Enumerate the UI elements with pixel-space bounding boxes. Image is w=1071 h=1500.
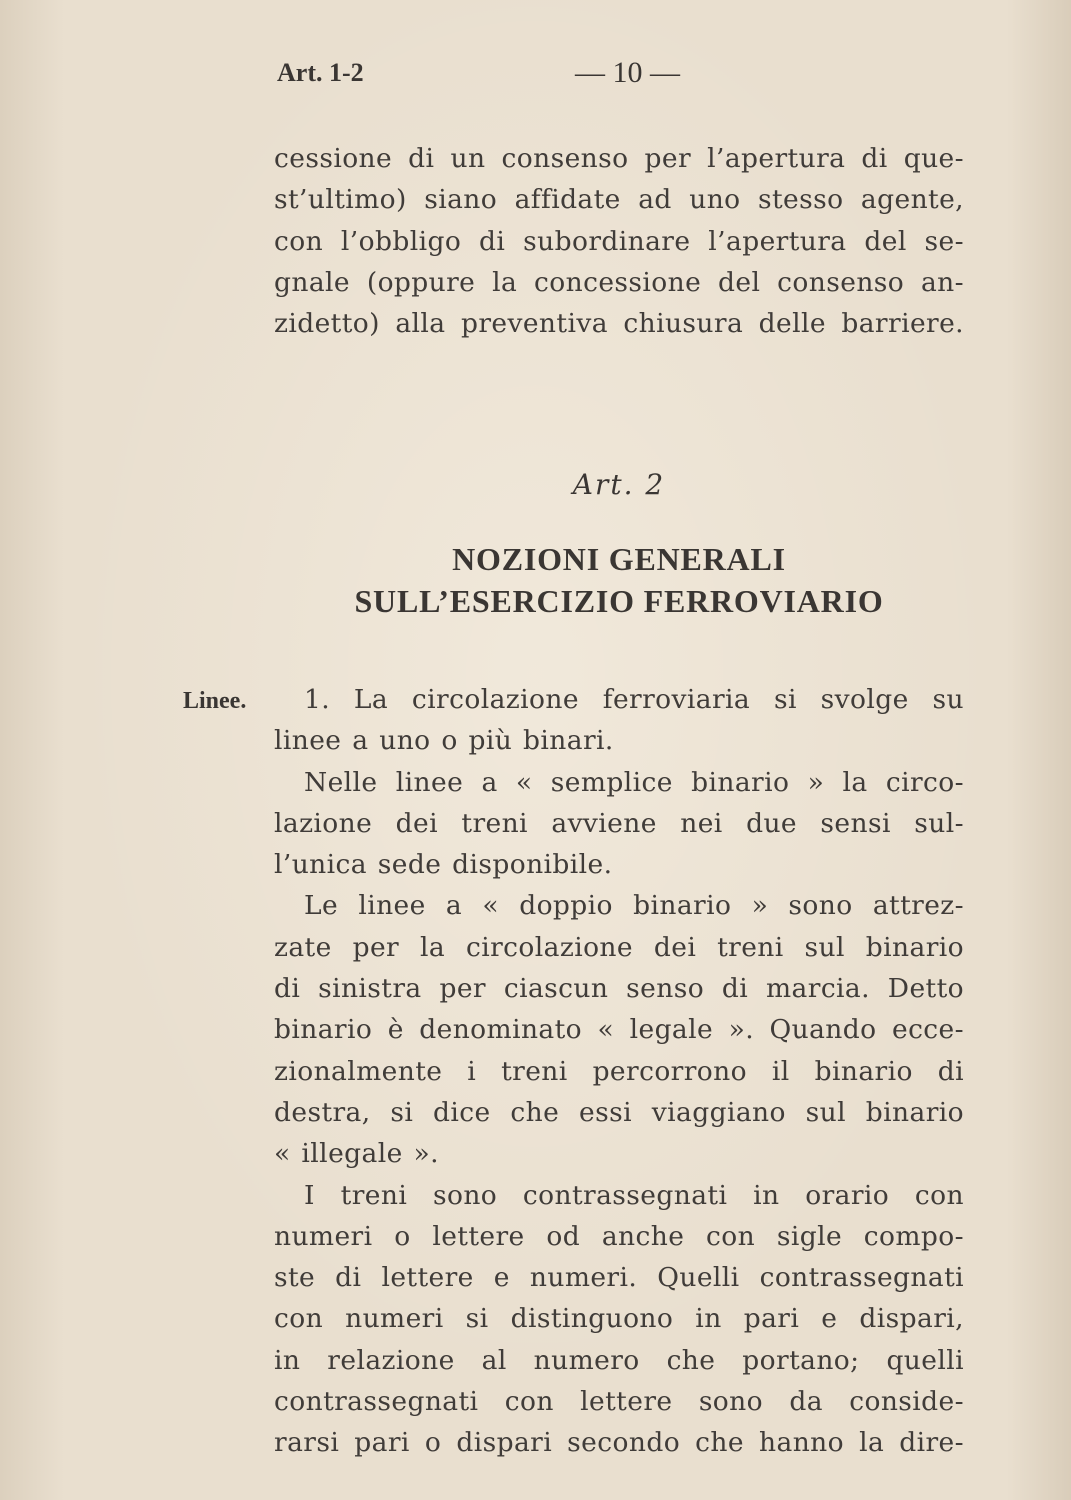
text-line: in relazione al numero che portano; quelli <box>274 1344 964 1376</box>
text-line: destra, si dice che essi viaggiano sul binario <box>274 1096 964 1128</box>
article-heading: Art. 2 <box>572 468 666 501</box>
text-line: Nelle linee a « semplice binario » la circo- <box>304 766 964 798</box>
text-line: zidetto) alla preventiva chiusura delle barriere. <box>274 308 964 340</box>
text-line: ste di lettere e numeri. Quelli contrassegnati <box>274 1262 964 1294</box>
text-line: binario è denominato « legale ». Quando ecce- <box>274 1014 964 1046</box>
text-line: con l’obbligo di subordinare l’apertura del se- <box>274 225 964 257</box>
text-line: gnale (oppure la concessione del consenso an- <box>274 266 964 298</box>
running-head: Art. 1-2 <box>277 58 364 87</box>
text-line: con numeri si distinguono in pari e dispari, <box>274 1303 964 1335</box>
page-number: — 10 — <box>575 56 680 89</box>
text-line: cessione di un consenso per l’apertura di que- <box>274 143 964 174</box>
text-line: lazione dei treni avviene nei due sensi sul- <box>274 807 964 839</box>
text-line: di sinistra per ciascun senso di marcia. Detto <box>274 973 964 1005</box>
text-line: zate per la circolazione dei treni sul binario <box>274 931 964 963</box>
text-line: numeri o lettere od anche con sigle compo- <box>274 1220 964 1252</box>
section-title <box>274 538 964 622</box>
text-line: « illegale ». <box>274 1138 439 1170</box>
margin-note: Linee. <box>183 688 247 714</box>
text-line: linee a uno o più binari. <box>274 725 614 757</box>
text-line: zionalmente i treni percorrono il binario di <box>274 1055 964 1087</box>
text-line: rarsi pari o dispari secondo che hanno la dire- <box>274 1427 964 1459</box>
text-line: l’unica sede disponibile. <box>274 849 613 881</box>
section-title-line-1: NOZIONI GENERALI <box>452 541 786 577</box>
text-line: Le linee a « doppio binario » sono attrez- <box>304 890 964 922</box>
text-line: I treni sono contrassegnati in orario con <box>304 1179 964 1211</box>
continuation-paragraph <box>274 138 964 344</box>
text-line: st’ultimo) siano affidate ad uno stesso agente, <box>274 184 964 216</box>
text-line: contrassegnati con lettere sono da conside- <box>274 1386 964 1418</box>
section-title-line-2: SULL’ESERCIZIO FERROVIARIO <box>354 583 884 619</box>
article-body <box>274 679 964 1464</box>
text-line: 1. La circolazione ferroviaria si svolge su <box>304 684 964 715</box>
